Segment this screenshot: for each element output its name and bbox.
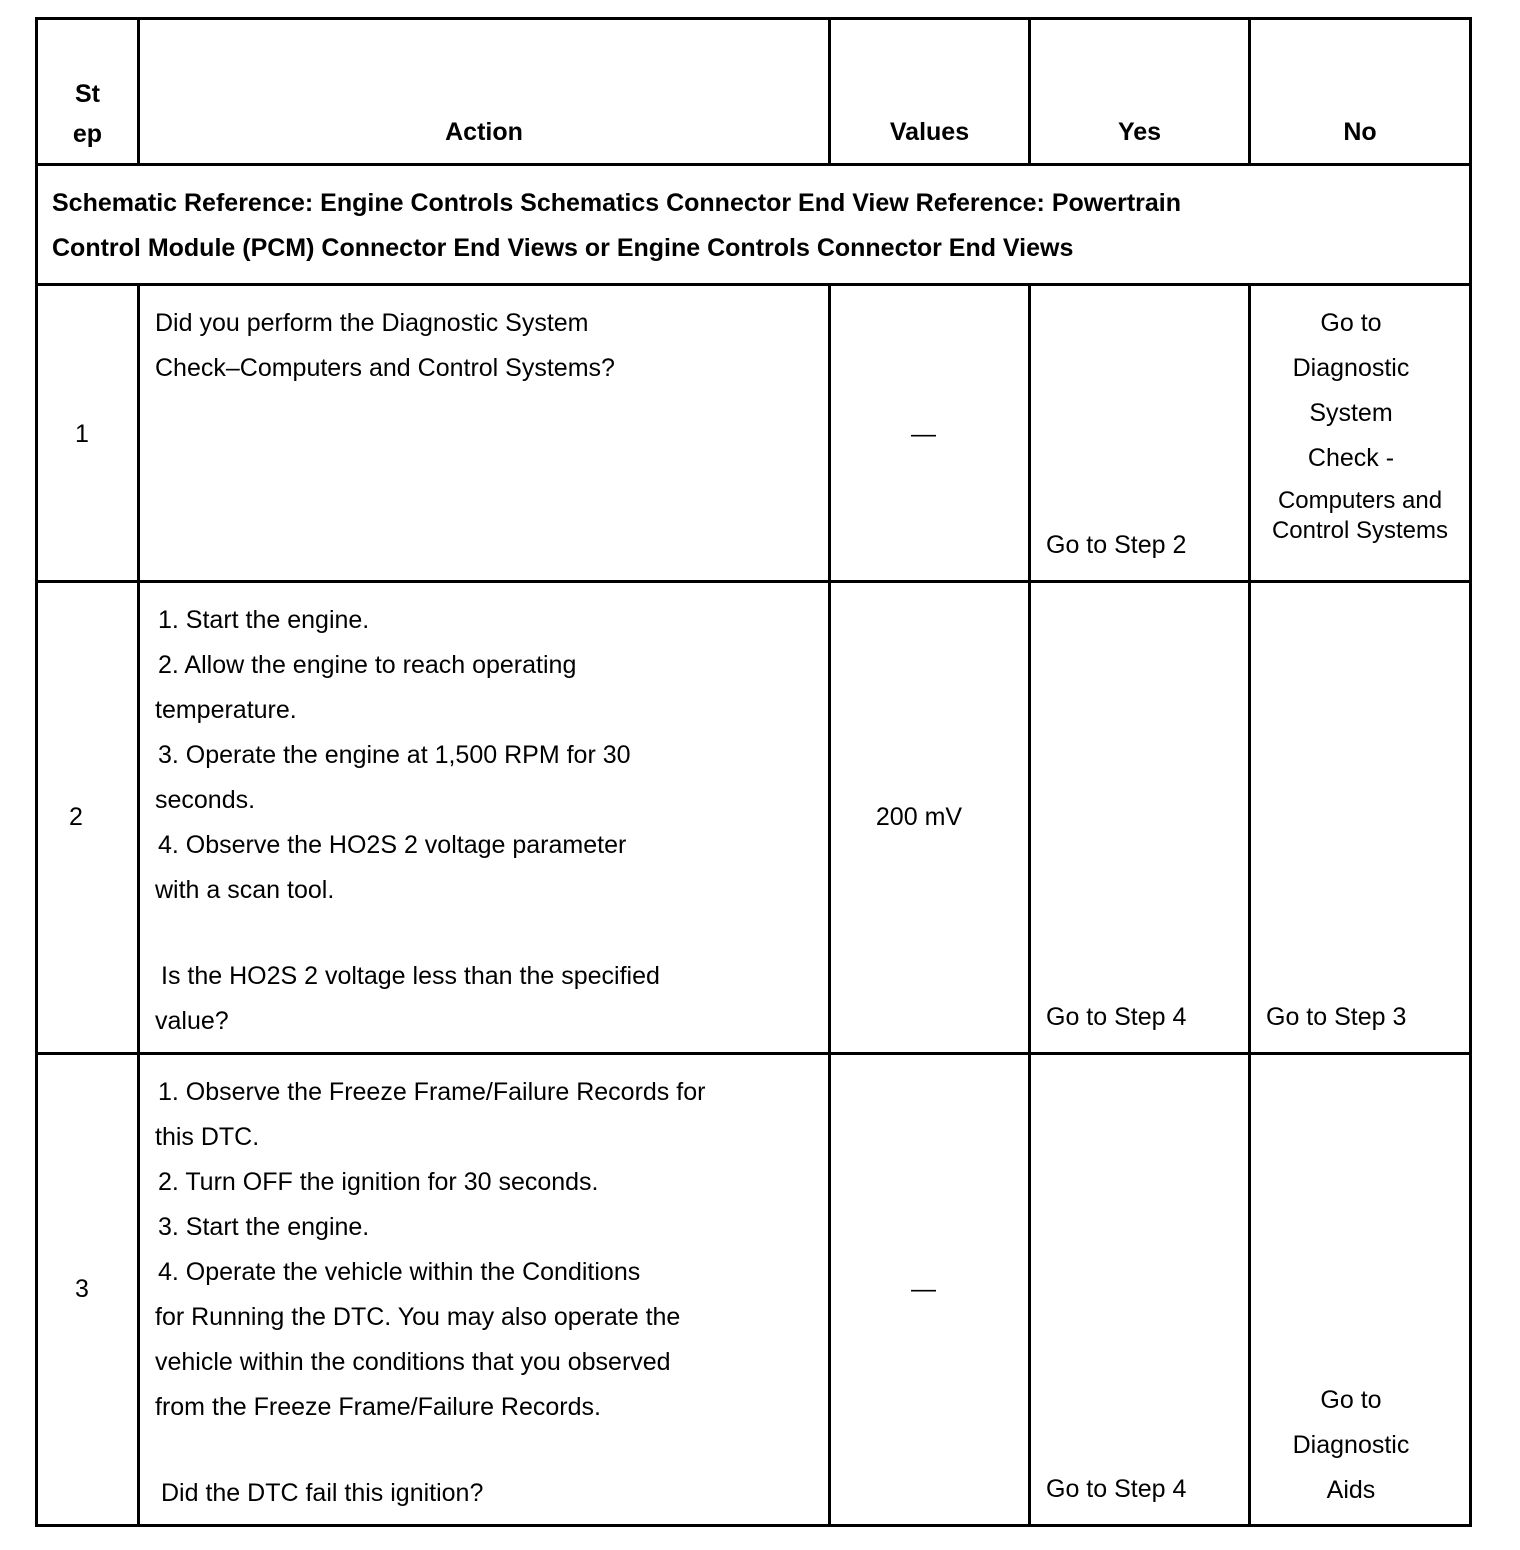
header-yes: Yes <box>1117 118 1162 146</box>
header-action: Action <box>445 118 523 146</box>
step-number: 1 <box>75 420 89 448</box>
header-step <box>38 74 137 154</box>
no-text: Go to Step 3 <box>1266 1003 1407 1031</box>
action-line: 2. Turn OFF the ignition for 30 seconds. <box>158 1168 599 1196</box>
diagnostic-table <box>35 17 1472 1527</box>
row1-divider <box>35 580 1472 583</box>
header-divider <box>35 163 1472 166</box>
action-line <box>155 913 820 954</box>
no-line: Control Systems <box>1271 517 1449 544</box>
action-line: 4. Operate the vehicle within the Conditions <box>158 1258 641 1286</box>
action-line: Did the DTC fail this ignition? <box>161 1479 484 1507</box>
yes-text: Go to Step 4 <box>1046 1475 1187 1503</box>
value-text: — <box>911 420 936 448</box>
action-text <box>155 1070 820 1516</box>
no-text <box>1251 301 1451 481</box>
reference-line: Schematic Reference: Engine Controls Schematics Connector End View Reference: Powertrain <box>52 189 1182 217</box>
table-border-bottom <box>35 1524 1472 1527</box>
header-step-line: ep <box>72 120 103 148</box>
header-values: Values <box>889 118 970 146</box>
table-border-top <box>35 17 1472 20</box>
action-line: 1. Start the engine. <box>158 606 370 634</box>
no-text-small <box>1251 486 1469 546</box>
reference-line: Control Module (PCM) Connector End Views or Engine Controls Connector End Views <box>52 234 1074 262</box>
no-line: Go to <box>1320 309 1382 337</box>
col-divider-step <box>137 283 140 1527</box>
action-line: this DTC. <box>155 1123 260 1151</box>
table-border-right <box>1469 17 1472 1527</box>
no-text <box>1251 1378 1451 1513</box>
value-text: 200 mV <box>875 803 963 831</box>
no-line: Aids <box>1326 1476 1376 1504</box>
value-text: — <box>911 1275 936 1303</box>
action-line: with a scan tool. <box>155 876 335 904</box>
action-text <box>155 301 815 391</box>
yes-text: Go to Step 2 <box>1046 531 1187 559</box>
step-number: 2 <box>69 803 83 831</box>
header-no: No <box>1343 118 1377 146</box>
no-line: System <box>1309 399 1393 427</box>
row2-divider <box>35 1052 1472 1055</box>
action-line: 2. Allow the engine to reach operating <box>158 651 577 679</box>
col-divider-action <box>828 283 831 1527</box>
action-line: from the Freeze Frame/Failure Records. <box>155 1393 601 1421</box>
schematic-reference <box>52 181 1452 271</box>
step-number: 3 <box>75 1275 89 1303</box>
no-line: Diagnostic <box>1292 1431 1410 1459</box>
action-line: 3. Start the engine. <box>158 1213 370 1241</box>
no-line: Go to <box>1320 1386 1382 1414</box>
no-line: Check - <box>1307 444 1395 472</box>
no-line: Diagnostic <box>1292 354 1410 382</box>
action-line: value? <box>155 1007 229 1035</box>
action-line <box>155 1430 820 1471</box>
action-line: seconds. <box>155 786 256 814</box>
action-line: vehicle within the conditions that you observed <box>155 1348 671 1376</box>
action-line: 3. Operate the engine at 1,500 RPM for 30 <box>158 741 631 769</box>
action-line: 4. Observe the HO2S 2 voltage parameter <box>158 831 627 859</box>
header-step-line: St <box>75 80 100 108</box>
yes-text: Go to Step 4 <box>1046 1003 1187 1031</box>
action-line: for Running the DTC. You may also operate the <box>155 1303 681 1331</box>
reference-divider <box>35 283 1472 286</box>
action-text <box>155 598 820 1044</box>
action-line: Check–Computers and Control Systems? <box>155 354 615 382</box>
action-line: Is the HO2S 2 voltage less than the specified <box>161 962 660 990</box>
no-line: Computers and <box>1277 487 1443 514</box>
action-line: 1. Observe the Freeze Frame/Failure Records for <box>158 1078 706 1106</box>
action-line: Did you perform the Diagnostic System <box>155 309 589 337</box>
col-divider-values <box>1028 283 1031 1527</box>
action-line: temperature. <box>155 696 297 724</box>
